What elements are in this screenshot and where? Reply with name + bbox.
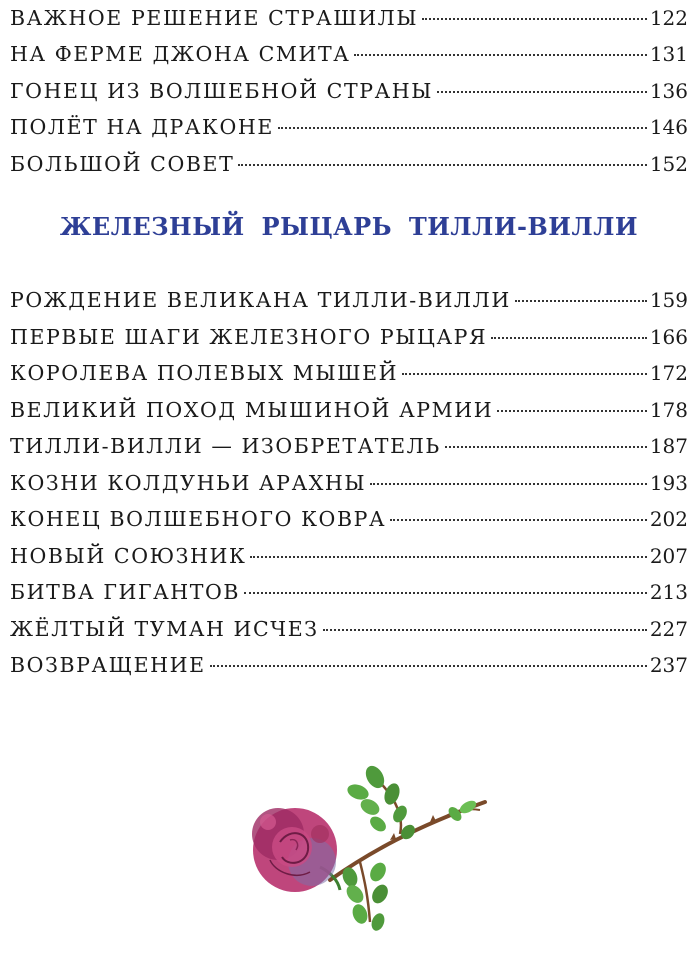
- toc-list-bottom: [10, 282, 688, 684]
- toc-entry-title: КОНЕЦ ВОЛШЕБНОГО КОВРА: [10, 507, 387, 531]
- section-heading: ЖЕЛЕЗНЫЙ РЫЦАРЬ ТИЛЛИ-ВИЛЛИ: [59, 212, 639, 241]
- dot-leader: [370, 483, 647, 485]
- toc-entry-page: 122: [649, 6, 688, 30]
- toc-entry[interactable]: [10, 611, 688, 648]
- toc-entry-page: 207: [649, 543, 688, 568]
- toc-entry-page: 159: [649, 288, 688, 312]
- dot-leader: [497, 410, 647, 412]
- toc-entry[interactable]: [10, 109, 688, 145]
- toc-entry-page: 202: [649, 507, 688, 531]
- toc-entry[interactable]: [10, 355, 688, 392]
- toc-entry-page: 237: [649, 653, 688, 677]
- dot-leader: [238, 164, 646, 166]
- toc-entry[interactable]: [10, 465, 688, 502]
- toc-entry-page: 187: [649, 434, 688, 458]
- toc-entry[interactable]: [10, 0, 688, 36]
- toc-entry[interactable]: [10, 501, 688, 538]
- toc-entry-page: 172: [649, 361, 688, 385]
- toc-entry-title: КОРОЛЕВА ПОЛЕВЫХ МЫШЕЙ: [10, 361, 399, 385]
- dot-leader: [244, 592, 647, 594]
- dot-leader: [422, 18, 647, 20]
- toc-entry[interactable]: [10, 647, 688, 684]
- toc-entry[interactable]: [10, 73, 688, 109]
- dot-leader: [437, 91, 647, 93]
- toc-entry-title: ВЕЛИКИЙ ПОХОД МЫШИНОЙ АРМИИ: [10, 397, 494, 422]
- toc-entry-page: 152: [649, 151, 688, 176]
- toc-entry-title: БОЛЬШОЙ СОВЕТ: [10, 151, 235, 176]
- toc-entry-page: 178: [649, 397, 688, 422]
- toc-entry-title: ПЕРВЫЕ ШАГИ ЖЕЛЕЗНОГО РЫЦАРЯ: [10, 324, 488, 349]
- toc-entry-page: 131: [649, 42, 688, 67]
- dot-leader: [390, 519, 647, 521]
- dot-leader: [323, 629, 647, 631]
- toc-entry-title: КОЗНИ КОЛДУНЬИ АРАХНЫ: [10, 470, 367, 495]
- toc-entry[interactable]: [10, 282, 688, 319]
- dot-leader: [354, 54, 646, 56]
- toc-entry-page: 227: [649, 616, 688, 641]
- toc-entry-title: ВАЖНОЕ РЕШЕНИЕ СТРАШИЛЫ: [10, 6, 419, 30]
- toc-entry[interactable]: [10, 146, 688, 182]
- dot-leader: [515, 300, 647, 302]
- dot-leader: [491, 337, 647, 339]
- dot-leader: [250, 556, 646, 558]
- toc-entry-page: 146: [649, 115, 688, 140]
- toc-entry[interactable]: [10, 319, 688, 356]
- dot-leader: [445, 446, 647, 448]
- rose-illustration-icon: [200, 722, 500, 952]
- toc-entry[interactable]: [10, 428, 688, 465]
- toc-list-top: [10, 0, 688, 182]
- toc-entry-title: БИТВА ГИГАНТОВ: [10, 580, 241, 604]
- toc-entry[interactable]: [10, 36, 688, 72]
- toc-entry-title: РОЖДЕНИЕ ВЕЛИКАНА ТИЛЛИ-ВИЛЛИ: [10, 288, 511, 312]
- toc-entry[interactable]: [10, 574, 688, 611]
- toc-entry-page: 193: [649, 470, 688, 495]
- toc-entry[interactable]: [10, 538, 688, 575]
- toc-entry-title: ПОЛЁТ НА ДРАКОНЕ: [10, 115, 274, 140]
- toc-entry-page: 136: [649, 78, 688, 103]
- dot-leader: [402, 373, 647, 375]
- toc-entry-title: ВОЗВРАЩЕНИЕ: [10, 653, 206, 677]
- rose-illustration: [200, 722, 500, 952]
- toc-entry-title: НОВЫЙ СОЮЗНИК: [10, 543, 247, 568]
- toc-entry-title: ГОНЕЦ ИЗ ВОЛШЕБНОЙ СТРАНЫ: [10, 78, 433, 103]
- toc-entry-title: НА ФЕРМЕ ДЖОНА СМИТА: [10, 42, 351, 67]
- toc-entry-title: ТИЛЛИ-ВИЛЛИ — ИЗОБРЕТАТЕЛЬ: [10, 434, 441, 458]
- toc-entry-page: 213: [649, 580, 688, 604]
- dot-leader: [210, 665, 647, 667]
- toc-entry-title: ЖЁЛТЫЙ ТУМАН ИСЧЕЗ: [10, 616, 319, 641]
- toc-entry-page: 166: [649, 324, 688, 349]
- toc-entry[interactable]: [10, 392, 688, 429]
- dot-leader: [278, 127, 647, 129]
